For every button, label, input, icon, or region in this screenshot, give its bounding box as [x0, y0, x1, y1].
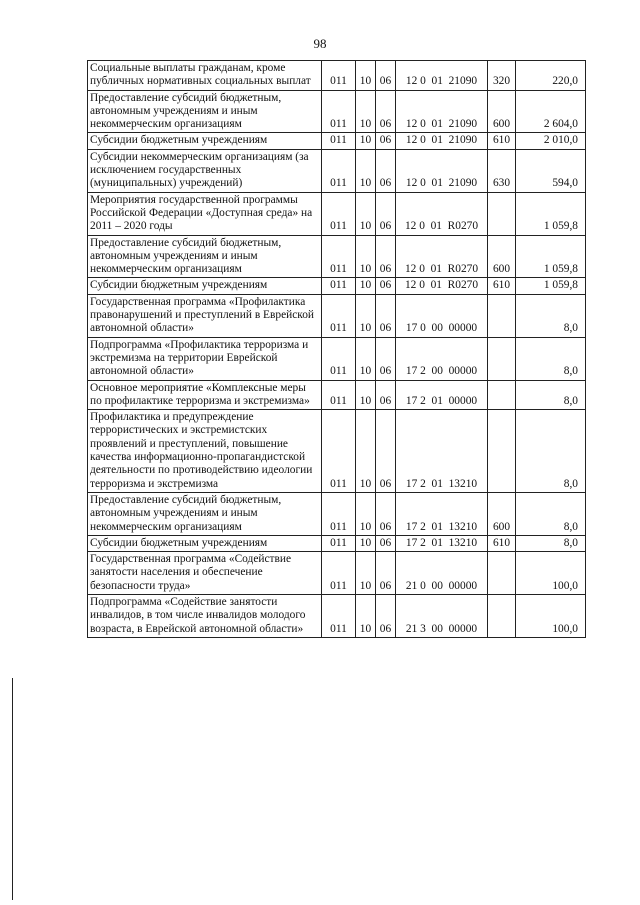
row-sum-cell: 8,0	[516, 294, 586, 337]
row-target-article-cell: 12 0 01 R0270	[396, 278, 488, 294]
row-grbs-cell: 011	[322, 380, 356, 410]
row-grbs-cell: 011	[322, 235, 356, 278]
row-sum-cell: 8,0	[516, 380, 586, 410]
row-sum-cell: 594,0	[516, 149, 586, 192]
row-target-article-cell: 17 2 01 13210	[396, 410, 488, 493]
row-sum-cell: 1 059,8	[516, 235, 586, 278]
row-target-article-cell: 12 0 01 21090	[396, 61, 488, 91]
table-row	[88, 133, 586, 149]
row-grbs-cell: 011	[322, 552, 356, 595]
row-name-cell: Профилактика и предупреждение террористических и экстремистских проявлений и преступлений, повышение качества информационно-пропагандистской деятельности по противодействию идеологии терроризма и экстремизма	[88, 410, 322, 493]
row-name-cell: Государственная программа «Профилактика правонарушений и преступлений в Еврейской автономной области»	[88, 294, 322, 337]
page-number: 98	[313, 36, 327, 51]
table-row	[88, 337, 586, 380]
row-section-cell: 10	[356, 90, 376, 133]
row-sum-cell: 2 604,0	[516, 90, 586, 133]
row-section-cell: 10	[356, 294, 376, 337]
row-grbs-cell: 011	[322, 594, 356, 637]
row-subsection-cell: 06	[376, 235, 396, 278]
row-expense-type-cell	[488, 337, 516, 380]
row-name-cell: Предоставление субсидий бюджетным, автономным учреждениям и иным некоммерческим организациям	[88, 90, 322, 133]
table-row	[88, 594, 586, 637]
row-expense-type-cell: 610	[488, 278, 516, 294]
budget-table	[87, 60, 586, 638]
table-row	[88, 149, 586, 192]
row-subsection-cell: 06	[376, 278, 396, 294]
table-row	[88, 192, 586, 235]
table-row	[88, 235, 586, 278]
row-target-article-cell: 12 0 01 R0270	[396, 192, 488, 235]
margin-line	[12, 678, 13, 900]
row-expense-type-cell	[488, 552, 516, 595]
row-expense-type-cell	[488, 380, 516, 410]
row-subsection-cell: 06	[376, 192, 396, 235]
row-subsection-cell: 06	[376, 149, 396, 192]
row-expense-type-cell: 600	[488, 90, 516, 133]
row-section-cell: 10	[356, 380, 376, 410]
row-grbs-cell: 011	[322, 133, 356, 149]
row-subsection-cell: 06	[376, 61, 396, 91]
row-target-article-cell: 12 0 01 21090	[396, 90, 488, 133]
row-name-cell: Субсидии бюджетным учреждениям	[88, 278, 322, 294]
row-subsection-cell: 06	[376, 492, 396, 535]
row-grbs-cell: 011	[322, 192, 356, 235]
row-name-cell: Мероприятия государственной программы Российской Федерации «Доступная среда» на 2011 – 2020 годы	[88, 192, 322, 235]
row-grbs-cell: 011	[322, 337, 356, 380]
row-section-cell: 10	[356, 552, 376, 595]
table-row	[88, 90, 586, 133]
row-sum-cell: 220,0	[516, 61, 586, 91]
row-section-cell: 10	[356, 594, 376, 637]
row-grbs-cell: 011	[322, 61, 356, 91]
row-sum-cell: 8,0	[516, 337, 586, 380]
row-grbs-cell: 011	[322, 90, 356, 133]
row-name-cell: Государственная программа «Содействие занятости населения и обеспечение безопасности труда»	[88, 552, 322, 595]
row-sum-cell: 100,0	[516, 552, 586, 595]
table-row	[88, 278, 586, 294]
row-name-cell: Предоставление субсидий бюджетным, автономным учреждениям и иным некоммерческим организациям	[88, 235, 322, 278]
row-target-article-cell: 12 0 01 R0270	[396, 235, 488, 278]
row-sum-cell: 1 059,8	[516, 192, 586, 235]
row-subsection-cell: 06	[376, 294, 396, 337]
row-target-article-cell: 12 0 01 21090	[396, 133, 488, 149]
row-subsection-cell: 06	[376, 535, 396, 551]
row-target-article-cell: 12 0 01 21090	[396, 149, 488, 192]
row-sum-cell: 8,0	[516, 410, 586, 493]
row-name-cell: Подпрограмма «Профилактика терроризма и экстремизма на территории Еврейской автономной области»	[88, 337, 322, 380]
row-expense-type-cell: 320	[488, 61, 516, 91]
row-expense-type-cell: 600	[488, 235, 516, 278]
row-grbs-cell: 011	[322, 278, 356, 294]
row-subsection-cell: 06	[376, 594, 396, 637]
row-sum-cell: 2 010,0	[516, 133, 586, 149]
row-expense-type-cell	[488, 294, 516, 337]
row-section-cell: 10	[356, 278, 376, 294]
row-subsection-cell: 06	[376, 410, 396, 493]
row-section-cell: 10	[356, 149, 376, 192]
row-expense-type-cell: 610	[488, 535, 516, 551]
row-expense-type-cell: 610	[488, 133, 516, 149]
table-row	[88, 535, 586, 551]
row-sum-cell: 8,0	[516, 492, 586, 535]
row-expense-type-cell: 600	[488, 492, 516, 535]
row-sum-cell: 100,0	[516, 594, 586, 637]
row-name-cell: Субсидии бюджетным учреждениям	[88, 535, 322, 551]
row-target-article-cell: 21 0 00 00000	[396, 552, 488, 595]
row-target-article-cell: 17 2 01 00000	[396, 380, 488, 410]
row-grbs-cell: 011	[322, 294, 356, 337]
row-grbs-cell: 011	[322, 410, 356, 493]
row-expense-type-cell	[488, 410, 516, 493]
table-row	[88, 294, 586, 337]
table-row	[88, 410, 586, 493]
row-subsection-cell: 06	[376, 337, 396, 380]
row-section-cell: 10	[356, 535, 376, 551]
row-expense-type-cell	[488, 594, 516, 637]
row-name-cell: Основное мероприятие «Комплексные меры по профилактике терроризма и экстремизма»	[88, 380, 322, 410]
row-expense-type-cell	[488, 192, 516, 235]
row-grbs-cell: 011	[322, 492, 356, 535]
row-subsection-cell: 06	[376, 90, 396, 133]
row-target-article-cell: 17 2 01 13210	[396, 492, 488, 535]
row-subsection-cell: 06	[376, 380, 396, 410]
row-section-cell: 10	[356, 492, 376, 535]
row-name-cell: Социальные выплаты гражданам, кроме публичных нормативных социальных выплат	[88, 61, 322, 91]
row-section-cell: 10	[356, 133, 376, 149]
row-name-cell: Субсидии некоммерческим организациям (за исключением государственных (муниципальных) учреждений)	[88, 149, 322, 192]
table-row	[88, 61, 586, 91]
row-section-cell: 10	[356, 192, 376, 235]
row-target-article-cell: 17 2 00 00000	[396, 337, 488, 380]
table-row	[88, 492, 586, 535]
row-subsection-cell: 06	[376, 552, 396, 595]
table-row	[88, 380, 586, 410]
row-target-article-cell: 21 3 00 00000	[396, 594, 488, 637]
row-section-cell: 10	[356, 410, 376, 493]
row-name-cell: Предоставление субсидий бюджетным, автономным учреждениям и иным некоммерческим организациям	[88, 492, 322, 535]
row-target-article-cell: 17 0 00 00000	[396, 294, 488, 337]
row-section-cell: 10	[356, 337, 376, 380]
row-name-cell: Подпрограмма «Содействие занятости инвалидов, в том числе инвалидов молодого возраста, в Еврейской автономной области»	[88, 594, 322, 637]
row-target-article-cell: 17 2 01 13210	[396, 535, 488, 551]
row-expense-type-cell: 630	[488, 149, 516, 192]
row-grbs-cell: 011	[322, 149, 356, 192]
row-sum-cell: 8,0	[516, 535, 586, 551]
row-sum-cell: 1 059,8	[516, 278, 586, 294]
row-section-cell: 10	[356, 235, 376, 278]
row-section-cell: 10	[356, 61, 376, 91]
table-row	[88, 552, 586, 595]
row-name-cell: Субсидии бюджетным учреждениям	[88, 133, 322, 149]
row-subsection-cell: 06	[376, 133, 396, 149]
row-grbs-cell: 011	[322, 535, 356, 551]
